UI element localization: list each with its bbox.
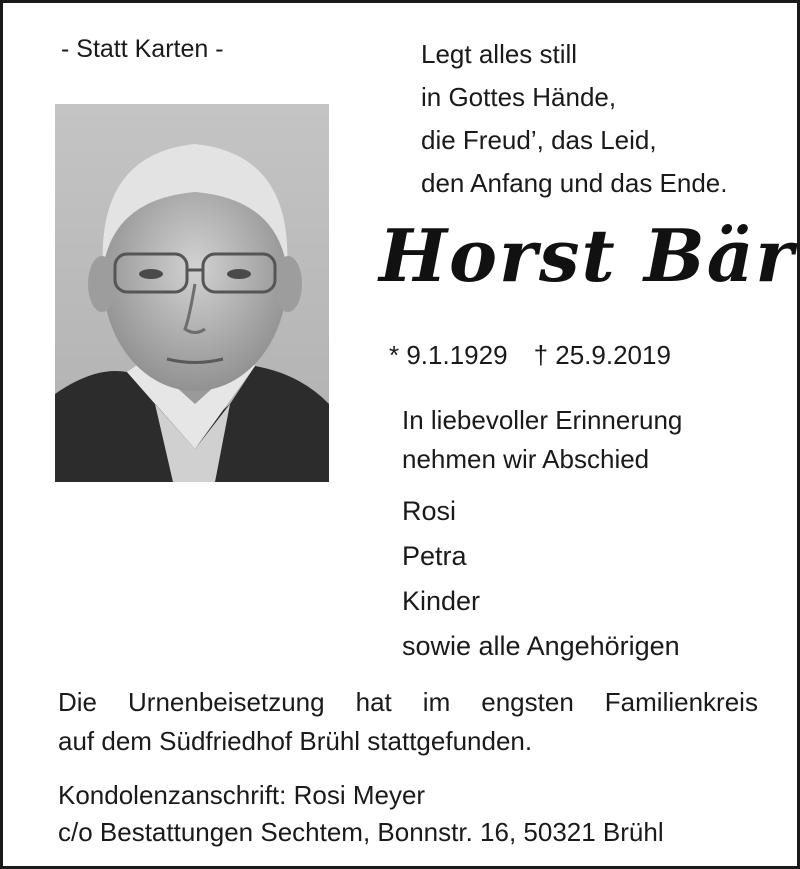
memory-line: nehmen wir Abschied xyxy=(402,444,650,474)
burial-word: engsten xyxy=(481,687,574,717)
condolence-line-1: Kondolenzanschrift: Rosi Meyer xyxy=(58,780,426,810)
death-date: † 25.9.2019 xyxy=(533,340,671,370)
memory-line: In liebevoller Erinnerung xyxy=(402,405,683,435)
birth-date: * 9.1.1929 xyxy=(389,340,508,370)
deceased-name: Horst Bär xyxy=(379,213,796,298)
verse-line: die Freud’, das Leid, xyxy=(421,125,657,155)
verse xyxy=(421,33,728,205)
burial-line-1 xyxy=(58,683,758,722)
burial-word: Familienkreis xyxy=(604,687,758,717)
mourner: Kinder xyxy=(402,586,481,616)
burial-word: Die xyxy=(58,687,98,717)
burial-word: im xyxy=(422,687,451,717)
mourners-list xyxy=(402,489,680,669)
mourner: sowie alle Angehörigen xyxy=(402,631,680,661)
verse-line: den Anfang und das Ende. xyxy=(421,168,728,198)
burial-word: Urnenbeisetzung xyxy=(128,687,325,717)
statt-karten-label: - Statt Karten - xyxy=(61,35,224,63)
burial-word: hat xyxy=(355,687,392,717)
memory-text xyxy=(402,401,682,479)
verse-line: in Gottes Hände, xyxy=(421,82,617,112)
mourner: Rosi xyxy=(402,496,457,526)
condolence-line-2: c/o Bestattungen Sechtem, Bonnstr. 16, 50321 Brühl xyxy=(58,817,664,847)
burial-line-2: auf dem Südfriedhof Brühl stattgefunden. xyxy=(58,726,533,756)
verse-line: Legt alles still xyxy=(421,39,578,69)
life-dates xyxy=(389,340,671,371)
portrait-photo xyxy=(55,104,329,482)
burial-notice xyxy=(58,683,758,761)
condolence-address xyxy=(58,777,664,851)
mourner: Petra xyxy=(402,541,467,571)
